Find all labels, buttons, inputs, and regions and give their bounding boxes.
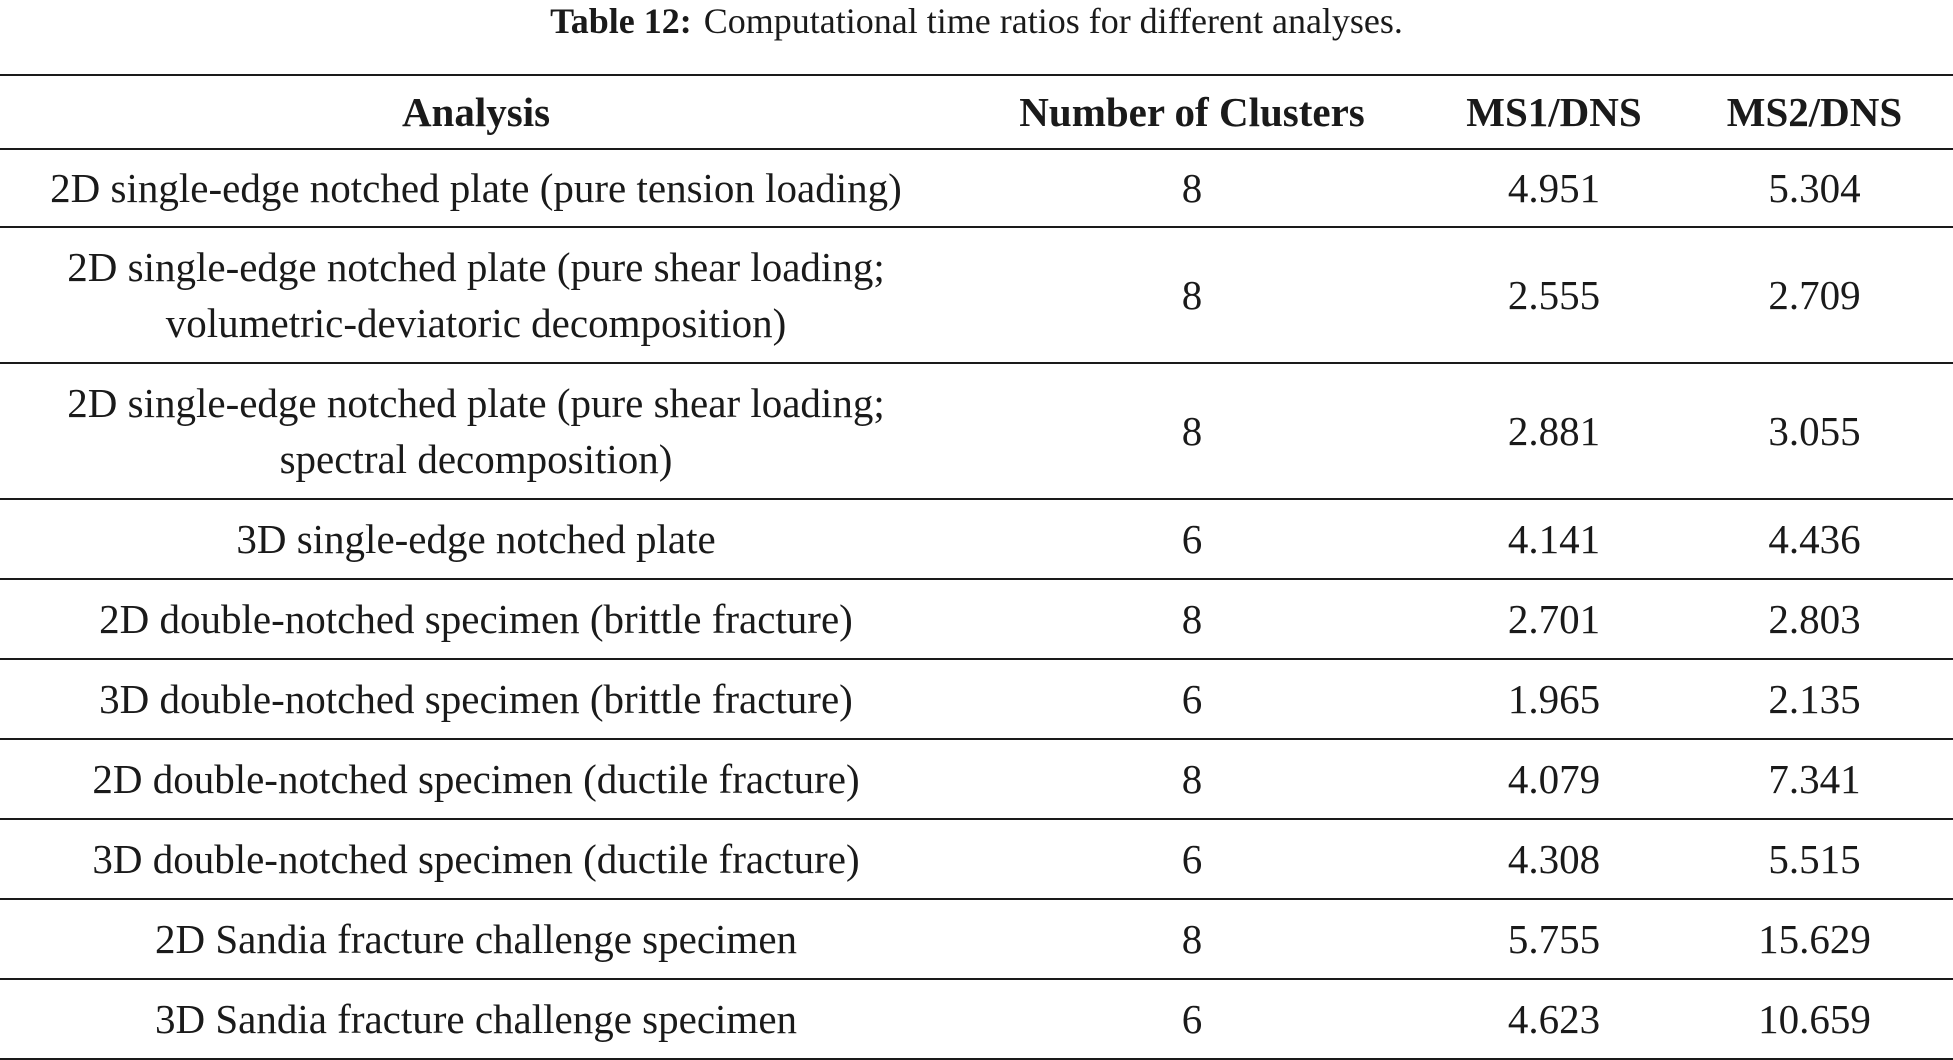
ms2-cell: 2.709: [1676, 227, 1953, 363]
analysis-cell: [0, 819, 952, 899]
ms2-cell: 10.659: [1676, 979, 1953, 1059]
clusters-cell: 8: [952, 227, 1432, 363]
table-row: [0, 499, 1953, 579]
analysis-line: 2D double-notched specimen (ductile fracture): [92, 756, 860, 802]
analysis-line: 3D single-edge notched plate: [236, 516, 716, 562]
analysis-line: 2D single-edge notched plate (pure shear loading;: [67, 380, 885, 426]
analysis-cell: [0, 363, 952, 499]
clusters-cell: 8: [952, 899, 1432, 979]
table-row: [0, 979, 1953, 1059]
analysis-line: 3D double-notched specimen (brittle fracture): [99, 676, 853, 722]
ms2-cell: 2.803: [1676, 579, 1953, 659]
ms2-cell: 15.629: [1676, 899, 1953, 979]
clusters-cell: 8: [952, 363, 1432, 499]
caption-label: Table 12:: [550, 1, 692, 41]
analysis-cell: [0, 227, 952, 363]
ms1-cell: 1.965: [1432, 659, 1676, 739]
analysis-line: 2D Sandia fracture challenge specimen: [154, 916, 798, 962]
table-row: [0, 363, 1953, 499]
clusters-cell: 6: [952, 499, 1432, 579]
clusters-cell: 6: [952, 659, 1432, 739]
header-ms2-dns: MS2/DNS: [1676, 75, 1953, 149]
analysis-line: 2D single-edge notched plate (pure tension loading): [50, 165, 902, 211]
analysis-cell: [0, 979, 952, 1059]
header-analysis: Analysis: [0, 75, 952, 149]
table-row: [0, 227, 1953, 363]
ms1-cell: 4.951: [1432, 149, 1676, 227]
table-row: [0, 739, 1953, 819]
ms2-cell: 5.515: [1676, 819, 1953, 899]
clusters-cell: 6: [952, 819, 1432, 899]
analysis-line: 2D double-notched specimen (brittle fracture): [99, 596, 853, 642]
ms2-cell: 4.436: [1676, 499, 1953, 579]
table-caption: [0, 0, 1953, 48]
ms2-cell: 7.341: [1676, 739, 1953, 819]
table-row: [0, 579, 1953, 659]
ms1-cell: 4.079: [1432, 739, 1676, 819]
ms2-cell: 5.304: [1676, 149, 1953, 227]
clusters-cell: 8: [952, 739, 1432, 819]
table-row: [0, 149, 1953, 227]
ms2-cell: 3.055: [1676, 363, 1953, 499]
clusters-cell: 8: [952, 149, 1432, 227]
analysis-line: volumetric-deviatoric decomposition): [165, 300, 787, 346]
analysis-cell: [0, 659, 952, 739]
analysis-cell: [0, 499, 952, 579]
clusters-cell: 6: [952, 979, 1432, 1059]
ms1-cell: 4.623: [1432, 979, 1676, 1059]
table-row: [0, 899, 1953, 979]
ms1-cell: 2.701: [1432, 579, 1676, 659]
ms1-cell: 5.755: [1432, 899, 1676, 979]
ms1-cell: 4.141: [1432, 499, 1676, 579]
analysis-cell: [0, 739, 952, 819]
ms1-cell: 2.881: [1432, 363, 1676, 499]
analysis-line: spectral decomposition): [279, 436, 673, 482]
results-table: [0, 74, 1953, 1060]
analysis-cell: [0, 579, 952, 659]
ms1-cell: 4.308: [1432, 819, 1676, 899]
caption-text: Computational time ratios for different analyses.: [703, 1, 1403, 41]
analysis-line: 3D Sandia fracture challenge specimen: [154, 996, 798, 1042]
header-clusters: Number of Clusters: [952, 75, 1432, 149]
clusters-cell: 8: [952, 579, 1432, 659]
ms2-cell: 2.135: [1676, 659, 1953, 739]
table-row: [0, 819, 1953, 899]
header-row: [0, 75, 1953, 149]
analysis-line: 3D double-notched specimen (ductile fracture): [92, 836, 860, 882]
analysis-cell: [0, 899, 952, 979]
table-row: [0, 659, 1953, 739]
analysis-cell: [0, 149, 952, 227]
header-ms1-dns: MS1/DNS: [1432, 75, 1676, 149]
ms1-cell: 2.555: [1432, 227, 1676, 363]
analysis-line: 2D single-edge notched plate (pure shear loading;: [67, 244, 885, 290]
